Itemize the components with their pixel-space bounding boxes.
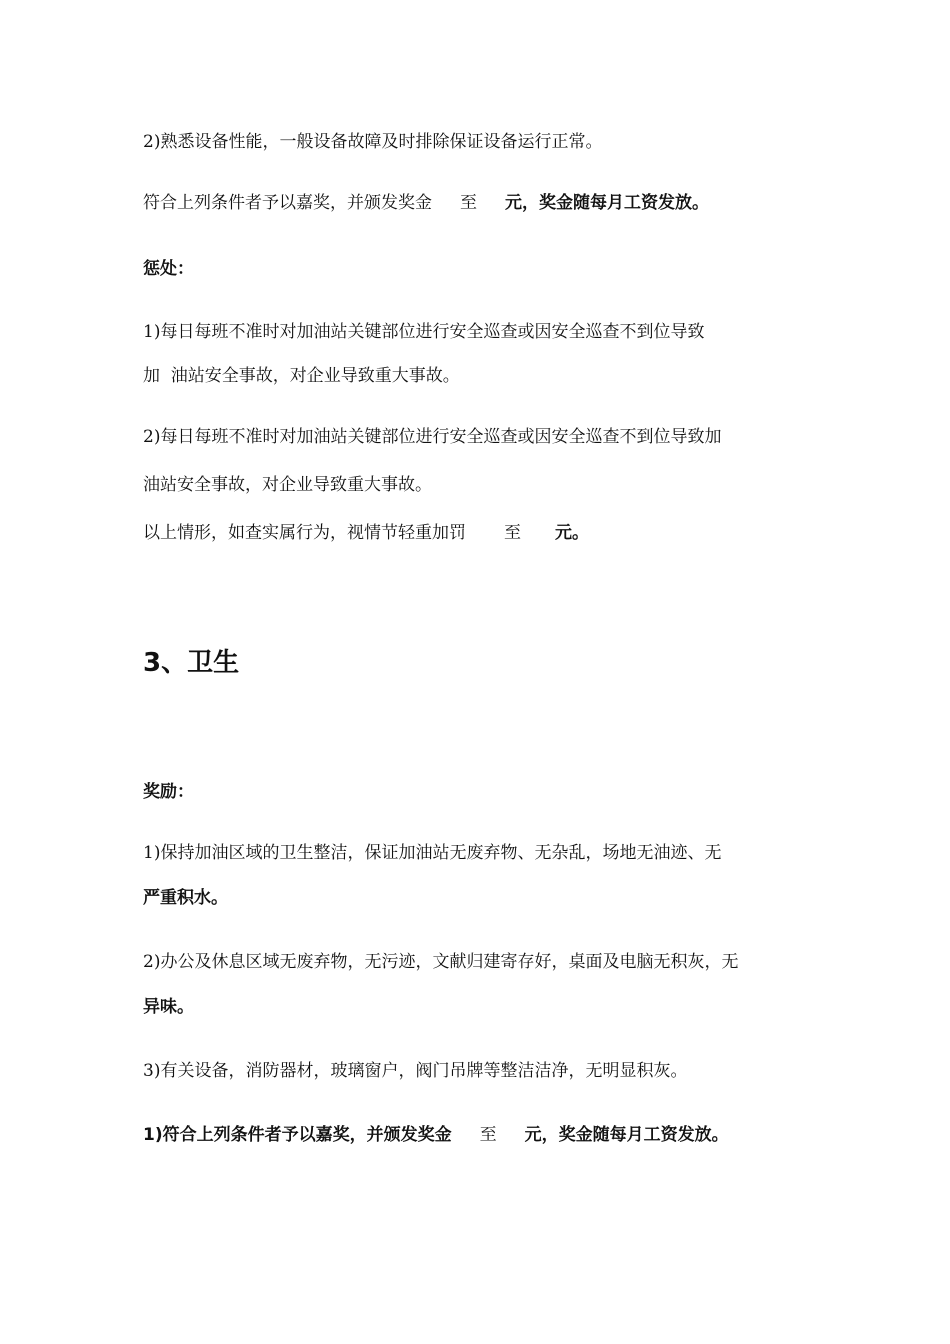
penalty-text: 以上情形，如查实属行为，视情节轻重加罚 [143,523,466,543]
penalty-heading: 惩处： [143,259,194,279]
paragraph-penalty-summary [143,522,589,544]
to-word: 至 [504,523,521,543]
penalty-amount-text: 元。 [555,523,589,543]
paragraph-hygiene-3: 3)有关设备，消防器材，玻璃窗户，阀门吊牌等整洁洁净，无明显积灰。 [143,1061,688,1081]
paragraph-penalty-2-line1: 2)每日每班不准时对加油站关键部位进行安全巡查或因安全巡查不到位导致加 [143,427,722,447]
section-title: 3、卫生 [143,648,240,678]
to-word: 至 [460,193,477,213]
reward-text: 1)符合上列条件者予以嘉奖，并颁发奖金 [143,1125,452,1145]
paragraph-reward-condition [143,192,709,214]
to-word: 至 [479,1125,497,1145]
paragraph-penalty-1-line1: 1)每日每班不准时对加油站关键部位进行安全巡查或因安全巡查不到位导致 [143,322,705,342]
paragraph-equipment: 2)熟悉设备性能，一般设备故障及时排除保证设备运行正常。 [143,132,603,152]
paragraph-hygiene-2-line1: 2)办公及休息区域无废弃物，无污迹，文献归建寄存好，桌面及电脑无积灰，无 [143,952,739,972]
reward-heading: 奖励： [143,782,194,802]
paragraph-penalty-1-line2: 加 油站安全事故，对企业导致重大事故。 [143,366,460,386]
reward-text: 符合上列条件者予以嘉奖，并颁发奖金 [143,193,432,213]
paragraph-hygiene-1-line1: 1)保持加油区域的卫生整洁，保证加油站无废弃物、无杂乱，场地无油迹、无 [143,843,722,863]
reward-amount-text: 元，奖金随每月工资发放。 [524,1125,729,1145]
paragraph-hygiene-reward [143,1124,729,1146]
paragraph-hygiene-2-line2: 异味。 [143,997,194,1017]
reward-amount-text: 元，奖金随每月工资发放。 [505,193,709,213]
paragraph-hygiene-1-line2: 严重积水。 [143,888,228,908]
paragraph-penalty-2-line2: 油站安全事故，对企业导致重大事故。 [143,475,432,495]
